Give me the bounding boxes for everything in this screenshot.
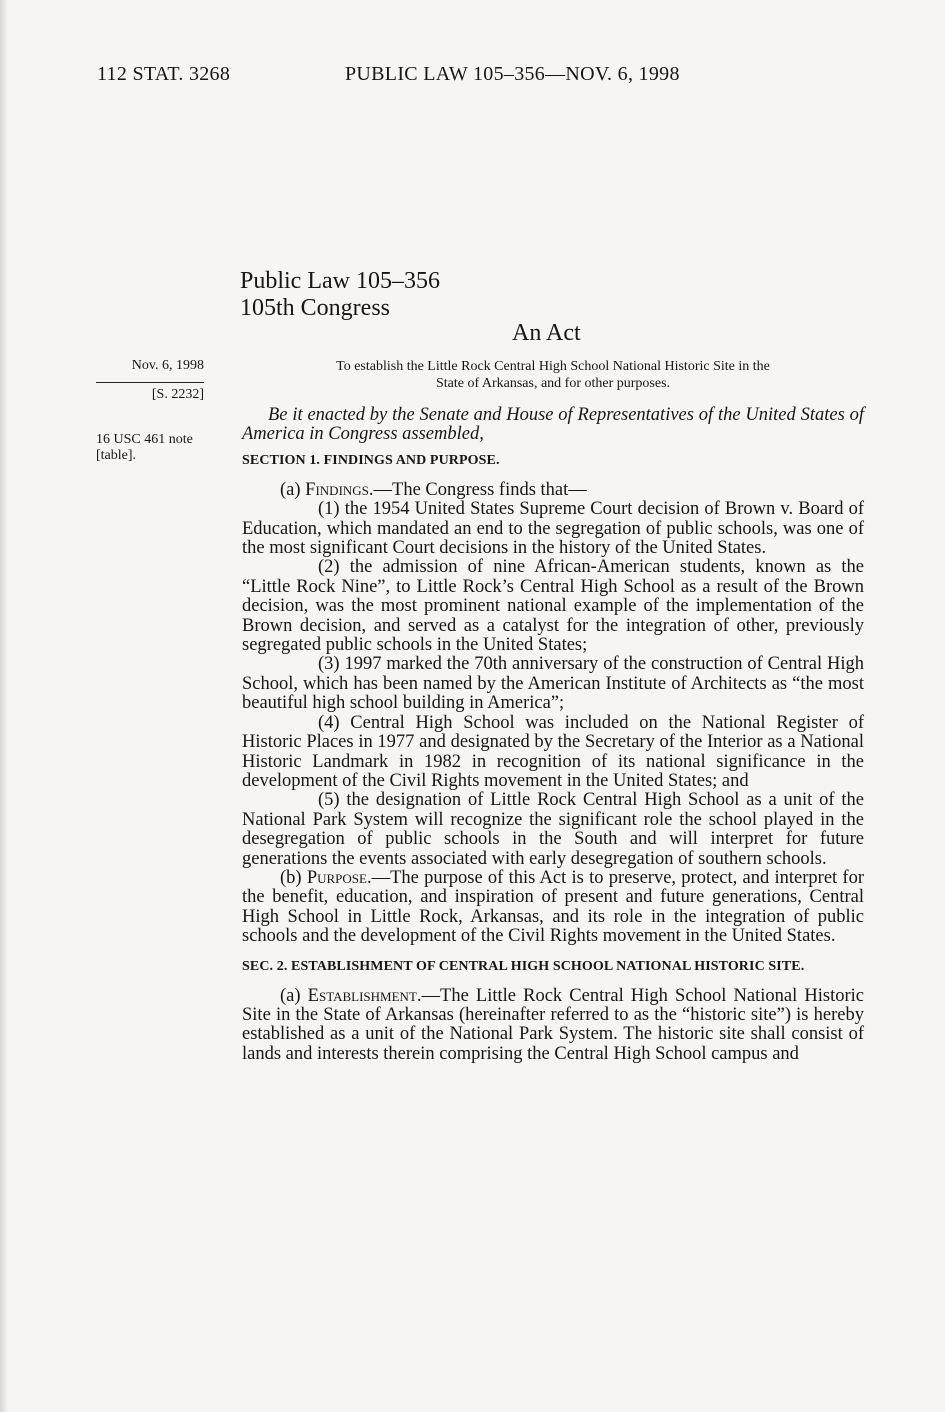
purpose-marker: (b) xyxy=(280,867,307,888)
margin-usc-note xyxy=(96,432,226,464)
establishment-paragraph xyxy=(242,987,864,1065)
act-label: An Act xyxy=(512,320,581,346)
margin-bill-number: [S. 2232] xyxy=(96,382,204,403)
margin-note-line1: 16 USC 461 note xyxy=(96,432,193,447)
enacting-clause: Be it enacted by the Senate and House of Representatives of the United States of America in Congress assembled, xyxy=(242,405,864,445)
margin-note-line2: [table]. xyxy=(96,448,137,463)
finding-item: (4) Central High School was included on the National Register of Historic Places in 1977 and designated by the Secretary of the Interior as a National Historic Landmark in 1982 in recognition of its national significance in the development of the Civil Rights movement in the United States; and xyxy=(242,712,864,791)
act-purpose xyxy=(268,358,838,392)
page-edge-shadow xyxy=(0,0,8,1412)
purpose-label: Purpose xyxy=(306,867,367,888)
congress-label: 105th Congress xyxy=(240,295,390,321)
finding-item: (3) 1997 marked the 70th anniversary of the construction of Central High School, which has been named by the American Institute of Architects as “the most beautiful high school building in America”; xyxy=(242,654,864,714)
act-body xyxy=(242,406,864,1064)
finding-item: (2) the admission of nine African-American students, known as the “Little Rock Nine”, to Little Rock’s Central High School as a result of the Brown decision, was the most prominent national example of the implementation of the Brown decision, and served as a catalyst for the integration of other, previously segregated public schools in the United States; xyxy=(242,557,864,656)
section-2-heading: SEC. 2. ESTABLISHMENT OF CENTRAL HIGH SCHOOL NATIONAL HISTORIC SITE. xyxy=(242,958,805,974)
findings-marker: (a) xyxy=(280,479,306,500)
purpose-line-1: To establish the Little Rock Central High School National Historic Site in the xyxy=(336,359,770,374)
findings-intro-text: .—The Congress finds that— xyxy=(368,479,587,500)
establishment-text: .—The Little Rock Central High School National Historic Site in the State of Arkansas (hereinafter referred to as the “historic site”) is hereby established as a unit of the National Park System. The historic site shall consist of lands and interests therein comprising the Central High School campus and xyxy=(242,985,864,1064)
findings-intro xyxy=(242,481,864,500)
purpose-paragraph xyxy=(242,869,864,947)
section-1-heading: SECTION 1. FINDINGS AND PURPOSE. xyxy=(242,452,500,468)
public-law-title: Public Law 105–356 xyxy=(240,268,440,294)
finding-item: (5) the designation of Little Rock Central High School as a unit of the National Park System will recognize the significant role the school played in the desegregation of public schools in the South and will interpret for future generations the events associated with early desegregation of southern schools. xyxy=(242,790,864,869)
establishment-marker: (a) xyxy=(280,985,308,1006)
finding-item: (1) the 1954 United States Supreme Court decision of Brown v. Board of Education, which mandated an end to the segregation of public schools, was one of the most significant Court decisions in the history of the United States. xyxy=(242,499,864,559)
statute-page-number: 112 STAT. 3268 xyxy=(97,63,231,85)
running-head-law: PUBLIC LAW 105–356—NOV. 6, 1998 xyxy=(345,63,680,85)
establishment-label: Establishment xyxy=(307,985,417,1006)
purpose-line-2: State of Arkansas, and for other purposes. xyxy=(435,376,671,391)
margin-date: Nov. 6, 1998 xyxy=(131,358,204,373)
purpose-text: .—The purpose of this Act is to preserve, protect, and interpret for the benefit, education, and inspiration of present and future generations, Central High School in Little Rock, Arkansas, and its role in the integration of public schools and the development of the Civil Rights movement in the United States. xyxy=(242,867,864,947)
findings-label: Findings xyxy=(305,479,369,500)
